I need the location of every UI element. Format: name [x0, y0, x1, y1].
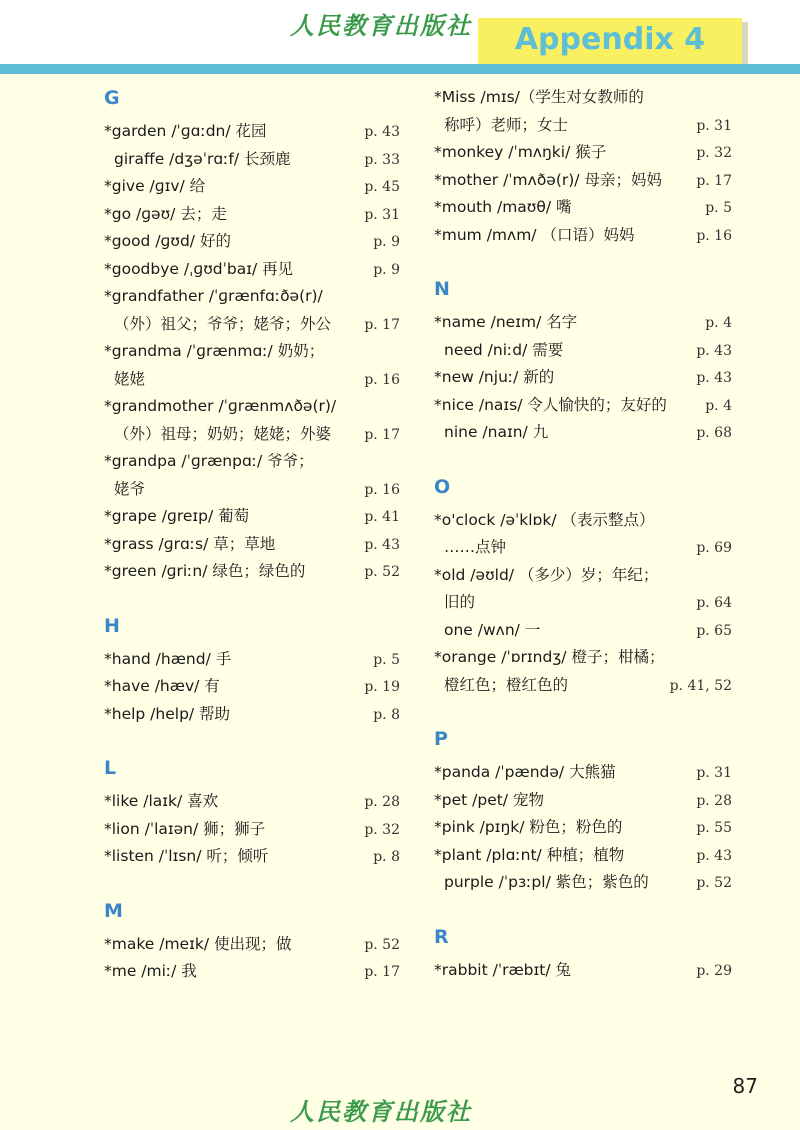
word-entry [104, 788, 400, 816]
word-entry [434, 842, 732, 870]
entry-headword: *grandpa /ˈɡrænpɑː/ 爷爷； [104, 452, 314, 470]
entry-headword: *mother /ˈmʌðə(r)/ 母亲；妈妈 [434, 170, 662, 189]
word-entry [104, 256, 400, 284]
header-band [0, 64, 800, 74]
entry-headword: *monkey /ˈmʌŋki/ 猴子 [434, 143, 607, 161]
entry-headword: *hand /hænd/ 手 [104, 649, 232, 668]
entry-page-ref: p. 8 [373, 706, 400, 723]
entry-headword: one /wʌn/ 一 [444, 620, 541, 639]
word-entry [434, 562, 732, 617]
entry-page-ref: p. 52 [364, 564, 400, 580]
entry-page-ref: p. 45 [364, 179, 400, 195]
entry-continuation: 称呼）老师；女士 [444, 115, 569, 134]
entry-headword: *green /ɡriːn/ 绿色；绿色的 [104, 562, 306, 580]
entry-page-ref: p. 28 [364, 794, 400, 810]
word-entry [104, 558, 400, 586]
entry-page-ref: p. 4 [705, 397, 732, 414]
entry-page-ref: p. 43 [696, 342, 732, 359]
word-entry [434, 759, 732, 787]
word-section [434, 473, 732, 700]
word-entry [104, 146, 400, 174]
entry-headword: *garden /ˈɡɑːdn/ 花园 [104, 122, 267, 140]
section-letter: L [104, 757, 117, 779]
word-entry [434, 337, 732, 365]
entry-page-ref: p. 52 [696, 875, 732, 891]
word-entry [434, 222, 732, 250]
entry-page-ref: p. 16 [364, 371, 400, 388]
entry-page-ref: p. 41 [364, 509, 400, 525]
word-entry [434, 139, 732, 167]
entry-page-ref: p. 52 [364, 936, 400, 953]
entry-headword: *listen /ˈlɪsn/ 听；倾听 [104, 847, 269, 865]
section-letter: O [434, 475, 451, 498]
appendix-tab [478, 18, 742, 68]
word-entry [104, 283, 400, 338]
entry-page-ref: p. 64 [696, 595, 732, 611]
word-section [104, 897, 400, 986]
entry-headword: *Miss /mɪs/（学生对女教师的 [434, 88, 644, 106]
entry-headword: *mouth /maʊθ/ 嘴 [434, 198, 572, 216]
entry-headword: purple /ˈpɜːpl/ 紫色；紫色的 [444, 873, 649, 891]
entry-page-ref: p. 17 [364, 964, 400, 980]
left-column [104, 84, 400, 1012]
section-letter: M [104, 899, 123, 922]
word-section [104, 612, 400, 729]
entry-headword: *grape /ɡreɪp/ 葡萄 [104, 507, 250, 525]
entry-page-ref: p. 32 [364, 821, 400, 838]
word-entry [104, 503, 400, 531]
entry-page-ref: p. 17 [364, 426, 400, 443]
entry-headword: *make /meɪk/ 使出现；做 [104, 934, 292, 953]
entry-page-ref: p. 9 [373, 234, 400, 250]
entry-headword: *name /neɪm/ 名字 [434, 313, 578, 331]
page-number: 87 [732, 1074, 758, 1098]
entry-headword: *pink /pɪŋk/ 粉色；粉色的 [434, 818, 623, 836]
right-column [434, 84, 732, 1010]
entry-headword: *plant /plɑːnt/ 种植；植物 [434, 845, 625, 864]
entry-page-ref: p. 31 [696, 117, 732, 134]
word-entry [434, 814, 732, 842]
word-entry [104, 673, 400, 701]
entry-page-ref: p. 16 [364, 481, 400, 498]
appendix-title: Appendix 4 [514, 22, 706, 57]
section-letter: G [104, 87, 120, 109]
entry-page-ref: p. 5 [373, 651, 400, 668]
word-entry [434, 392, 732, 420]
entry-headword: *good /ɡʊd/ 好的 [104, 232, 231, 250]
entry-continuation: ……点钟 [444, 538, 507, 556]
word-entry [104, 816, 400, 844]
entry-headword: *pet /pet/ 宠物 [434, 790, 544, 809]
word-section [434, 923, 732, 985]
entry-headword: nine /naɪn/ 九 [444, 423, 549, 441]
word-entry [104, 173, 400, 201]
entry-page-ref: p. 43 [364, 536, 400, 553]
entry-headword: need /niːd/ 需要 [444, 340, 564, 359]
entry-page-ref: p. 43 [364, 124, 400, 140]
section-letter: N [434, 278, 450, 300]
entry-headword: *go /ɡəʊ/ 去；走 [104, 204, 227, 223]
word-entry [104, 338, 400, 393]
entry-page-ref: p. 65 [696, 622, 732, 639]
word-entry [104, 931, 400, 959]
word-entry [104, 531, 400, 559]
word-entry [104, 701, 400, 729]
word-entry [434, 194, 732, 222]
word-entry [434, 84, 732, 139]
section-letter: R [434, 925, 449, 948]
entry-page-ref: p. 8 [373, 849, 400, 865]
word-entry [104, 201, 400, 229]
entry-headword: *old /əʊld/ （多少）岁；年纪； [434, 565, 659, 584]
word-entry [434, 419, 732, 447]
entry-headword: *rabbit /ˈræbɪt/ 兔 [434, 960, 572, 979]
entry-headword: *grass /ɡrɑːs/ 草；草地 [104, 534, 276, 553]
entry-continuation: （外）祖母；奶奶；姥姥；外婆 [114, 424, 332, 443]
entry-page-ref: p. 4 [705, 315, 732, 331]
entry-continuation: 旧的 [444, 593, 476, 611]
entry-headword: *grandfather /ˈɡrænfɑːðə(r)/ [104, 287, 323, 305]
entry-continuation: （外）祖父；爷爷；姥爷；外公 [114, 314, 332, 333]
entry-page-ref: p. 17 [696, 172, 732, 189]
entry-page-ref: p. 43 [696, 370, 732, 386]
entry-page-ref: p. 55 [696, 820, 732, 836]
entry-headword: giraffe /dʒəˈrɑːf/ 长颈鹿 [114, 149, 291, 168]
entry-headword: *grandmother /ˈɡrænmʌðə(r)/ [104, 397, 337, 415]
entry-page-ref: p. 31 [364, 206, 400, 223]
entry-headword: *mum /mʌm/ （口语）妈妈 [434, 225, 635, 244]
entry-page-ref: p. 9 [373, 261, 400, 278]
entry-page-ref: p. 69 [696, 540, 732, 556]
entry-headword: *goodbye /ˌɡʊdˈbaɪ/ 再见 [104, 259, 294, 278]
entry-headword: *o'clock /əˈklɒk/ （表示整点） [434, 510, 655, 529]
entry-headword: *orange /ˈɒrɪndʒ/ 橙子；柑橘； [434, 648, 665, 666]
entry-page-ref: p. 5 [705, 200, 732, 216]
section-letter: P [434, 728, 448, 750]
word-entry [434, 787, 732, 815]
word-entry [434, 869, 732, 897]
entry-continuation: 橙红色；橙红色的 [444, 675, 569, 694]
entry-headword: *grandma /ˈɡrænmɑː/ 奶奶； [104, 342, 325, 360]
entry-page-ref: p. 19 [364, 679, 400, 695]
entry-headword: *give /ɡɪv/ 给 [104, 177, 206, 195]
entry-page-ref: p. 28 [696, 792, 732, 809]
entry-headword: *help /help/ 帮助 [104, 704, 231, 723]
entry-headword: *me /miː/ 我 [104, 962, 197, 980]
entry-headword: *like /laɪk/ 喜欢 [104, 792, 219, 810]
word-section [434, 275, 732, 447]
entry-page-ref: p. 31 [696, 765, 732, 781]
entry-page-ref: p. 16 [696, 227, 732, 244]
word-entry [104, 646, 400, 674]
entry-page-ref: p. 43 [696, 847, 732, 864]
word-section [434, 725, 732, 897]
word-entry [104, 843, 400, 871]
word-section [104, 84, 400, 586]
word-entry [104, 393, 400, 448]
entry-page-ref: p. 33 [364, 151, 400, 168]
entry-headword: *new /njuː/ 新的 [434, 368, 555, 386]
word-entry [434, 957, 732, 985]
entry-headword: *nice /naɪs/ 令人愉快的；友好的 [434, 395, 667, 414]
entry-page-ref: p. 41, 52 [669, 677, 732, 694]
word-entry [104, 958, 400, 986]
section-letter: H [104, 614, 120, 637]
entry-page-ref: p. 29 [696, 962, 732, 979]
entry-headword: *lion /ˈlaɪən/ 狮；狮子 [104, 819, 266, 838]
word-entry [104, 228, 400, 256]
publisher-logo-top: 人民教育出版社 [290, 11, 472, 40]
word-entry [434, 309, 732, 337]
word-entry [104, 448, 400, 503]
entry-headword: *panda /ˈpændə/ 大熊猫 [434, 763, 616, 781]
entry-page-ref: p. 32 [696, 145, 732, 161]
word-section [434, 84, 732, 249]
publisher-logo-bottom: 人民教育出版社 [290, 1097, 472, 1126]
entry-continuation: 姥姥 [114, 369, 146, 388]
word-entry [434, 644, 732, 699]
word-entry [434, 617, 732, 645]
entry-page-ref: p. 17 [364, 316, 400, 333]
word-section [104, 754, 400, 871]
word-entry [104, 118, 400, 146]
entry-headword: *have /hæv/ 有 [104, 677, 220, 695]
word-entry [434, 507, 732, 562]
word-entry [434, 167, 732, 195]
word-entry [434, 364, 732, 392]
entry-page-ref: p. 68 [696, 425, 732, 441]
entry-continuation: 姥爷 [114, 479, 146, 498]
